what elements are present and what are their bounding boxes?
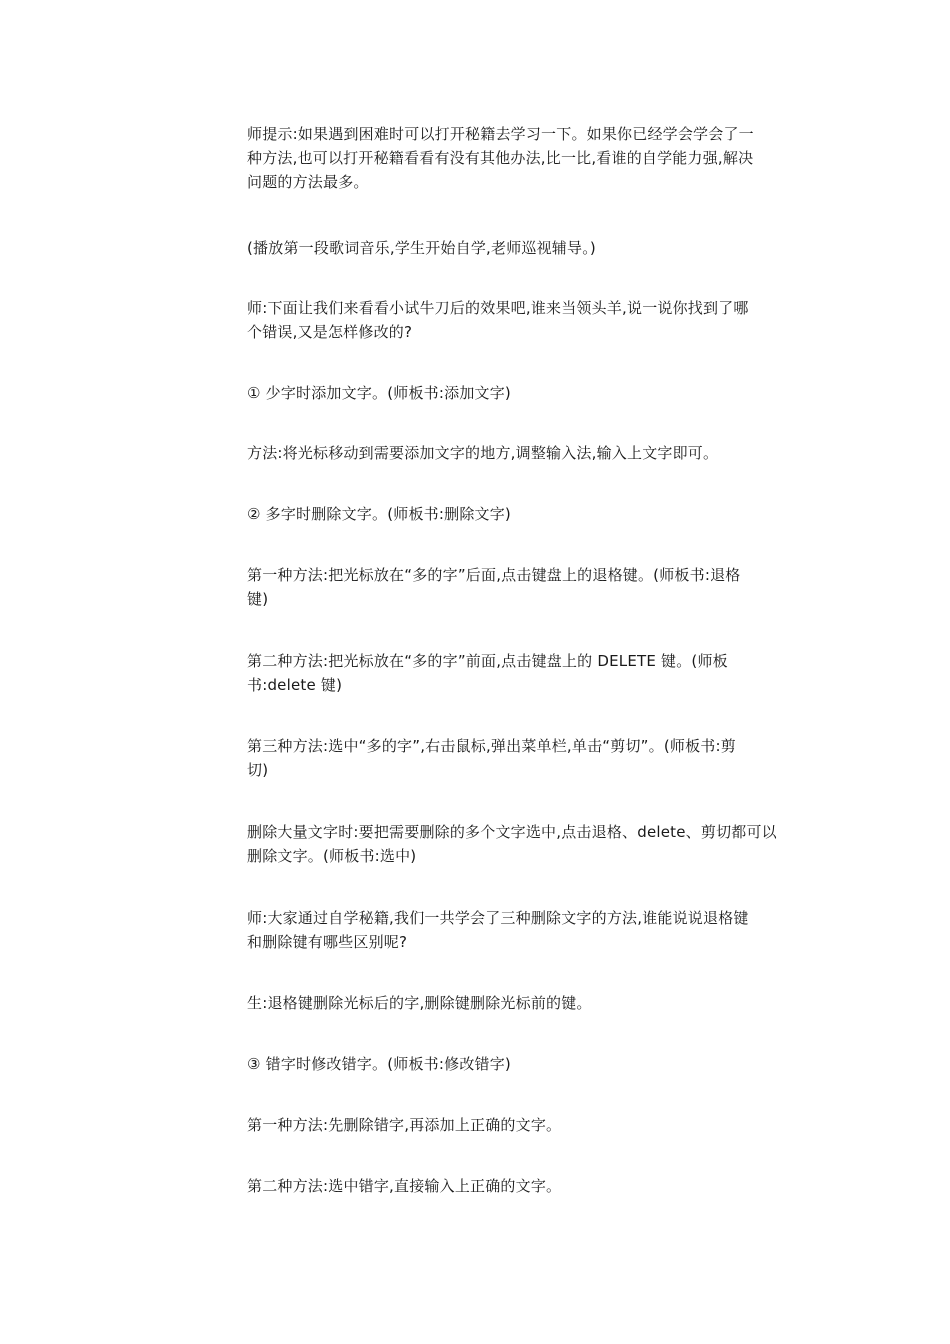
- paragraph-method-delete: 第二种方法:把光标放在“多的字”前面,点击键盘上的 DELETE 键。(师板 书:delete 键): [247, 652, 728, 694]
- paragraph-bulk-delete: 删除大量文字时:要把需要删除的多个文字选中,点击退格、delete、剪切都可以 删除文字。(师板书:选中): [247, 823, 777, 865]
- paragraph-method-add: 方法:将光标移动到需要添加文字的地方,调整输入法,输入上文字即可。: [247, 444, 719, 462]
- paragraph-music-note: (播放第一段歌词音乐,学生开始自学,老师巡视辅导。): [247, 239, 596, 257]
- paragraph-teacher-hint: 师提示:如果遇到困难时可以打开秘籍去学习一下。如果你已经学会学会了一 种方法,也可以打开秘籍看看有没有其他办法,比一比,看谁的自学能力强,解决 问题的方法最多。: [247, 125, 754, 191]
- paragraph-method-cut: 第三种方法:选中“多的字”,右击鼠标,弹出菜单栏,单击“剪切”。(师板书:剪 切): [247, 737, 736, 779]
- paragraph-fix-method-2: 第二种方法:选中错字,直接输入上正确的文字。: [247, 1177, 562, 1195]
- paragraph-item-2: ② 多字时删除文字。(师板书:删除文字): [247, 505, 511, 523]
- paragraph-item-3: ③ 错字时修改错字。(师板书:修改错字): [247, 1055, 511, 1073]
- paragraph-student-answer: 生:退格键删除光标后的字,删除键删除光标前的键。: [247, 994, 592, 1012]
- paragraph-teacher-question: 师:下面让我们来看看小试牛刀后的效果吧,谁来当领头羊,说一说你找到了哪 个错误,又是怎样修改的?: [247, 299, 749, 341]
- paragraph-method-backspace: 第一种方法:把光标放在“多的字”后面,点击键盘上的退格键。(师板书:退格 键): [247, 566, 741, 608]
- paragraph-teacher-compare: 师:大家通过自学秘籍,我们一共学会了三种删除文字的方法,谁能说说退格键 和删除键有哪些区别呢?: [247, 909, 749, 951]
- paragraph-item-1: ① 少字时添加文字。(师板书:添加文字): [247, 384, 511, 402]
- paragraph-fix-method-1: 第一种方法:先删除错字,再添加上正确的文字。: [247, 1116, 562, 1134]
